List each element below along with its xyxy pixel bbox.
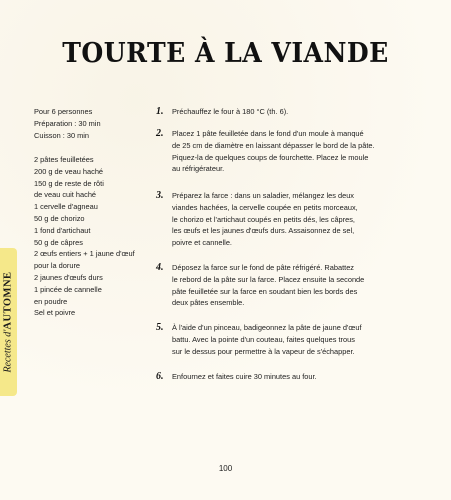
ingredient-line: pour la dorure bbox=[34, 261, 81, 271]
ingredient-line: en poudre bbox=[34, 296, 68, 306]
step-text bbox=[172, 128, 424, 175]
step-number: 6. bbox=[156, 371, 164, 382]
step-line: Piquez-la de quelques coups de fourchette. Placez le moule bbox=[172, 152, 369, 162]
step-text bbox=[172, 322, 424, 357]
chapter-tab-label bbox=[3, 271, 14, 372]
step-line: Préchauffez le four à 180 °C (th. 6). bbox=[172, 107, 289, 116]
ingredient-line: 2 œufs entiers + 1 jaune d'œuf bbox=[34, 249, 135, 259]
servings: Pour 6 personnes bbox=[34, 107, 93, 116]
recipe-meta bbox=[34, 106, 154, 141]
step-line: À l'aide d'un pinceau, badigeonnez la pâte de jaune d'œuf bbox=[172, 323, 362, 332]
ingredient-line: 200 g de veau haché bbox=[34, 166, 104, 176]
recipe-title: TOURTE À LA VIANDE bbox=[62, 38, 389, 69]
page-number: 100 bbox=[218, 464, 233, 473]
step-number: 5. bbox=[156, 322, 164, 333]
step-number: 4. bbox=[156, 262, 164, 273]
step-number: 2. bbox=[156, 128, 164, 139]
ingredient-line: 50 g de câpres bbox=[34, 237, 83, 247]
step-line: pâte feuilletée sur la farce en soudant bien les bords des bbox=[172, 286, 358, 296]
step-line: le rebord de la pâte sur la farce. Placez ensuite la seconde bbox=[172, 274, 365, 284]
ingredient-list bbox=[34, 154, 150, 319]
ingredient-line: 1 cervelle d'agneau bbox=[34, 202, 98, 212]
step-line: de 25 cm de diamètre en laissant dépasser le bord de la pâte. bbox=[172, 140, 375, 150]
step-line: sur le dessus pour permettre à la vapeur de s'échapper. bbox=[172, 346, 355, 356]
step-number: 3. bbox=[156, 190, 164, 201]
step-line: Placez 1 pâte feuilletée dans le fond d'un moule à manqué bbox=[172, 129, 364, 138]
ingredient-line: 150 g de reste de rôti bbox=[34, 178, 104, 188]
prep-time: Préparation : 30 min bbox=[34, 118, 101, 128]
step-text bbox=[172, 190, 424, 249]
step-line: viandes hachées, la cervelle coupée en petits morceaux, bbox=[172, 202, 358, 212]
ingredient-line: 2 pâtes feuilletées bbox=[34, 155, 94, 164]
step-text bbox=[172, 371, 424, 383]
ingredient-line: 50 g de chorizo bbox=[34, 213, 85, 223]
step-line: poivre et cannelle. bbox=[172, 238, 232, 248]
ingredient-line: de veau cuit haché bbox=[34, 190, 97, 200]
cook-time: Cuisson : 30 min bbox=[34, 130, 90, 140]
step-line: les œufs et les jaunes d'œufs durs. Assaisonnez de sel, bbox=[172, 226, 355, 236]
step-line: battu. Avec la pointe d'un couteau, faites quelques trous bbox=[172, 334, 355, 344]
chapter-tab-script: Recettes d' bbox=[2, 329, 14, 373]
step-text bbox=[172, 262, 424, 309]
step-line: au réfrigérateur. bbox=[172, 164, 225, 174]
chapter-tab-caps: AUTOMNE bbox=[2, 271, 14, 330]
step-line: Enfournez et faites cuire 30 minutes au four. bbox=[172, 372, 317, 381]
step-text bbox=[172, 106, 424, 118]
step-number: 1. bbox=[156, 106, 164, 117]
step-line: le chorizo et l'artichaut coupés en petits dés, les câpres, bbox=[172, 214, 355, 224]
ingredient-line: Sel et poivre bbox=[34, 308, 76, 318]
step-line: Préparez la farce : dans un saladier, mélangez les deux bbox=[172, 191, 354, 200]
ingredient-line: 1 pincée de cannelle bbox=[34, 284, 102, 294]
ingredient-line: 1 fond d'artichaut bbox=[34, 225, 91, 235]
ingredient-line: 2 jaunes d'œufs durs bbox=[34, 272, 103, 282]
step-line: deux pâtes ensemble. bbox=[172, 298, 245, 308]
step-line: Déposez la farce sur le fond de pâte réfrigéré. Rabattez bbox=[172, 263, 354, 272]
